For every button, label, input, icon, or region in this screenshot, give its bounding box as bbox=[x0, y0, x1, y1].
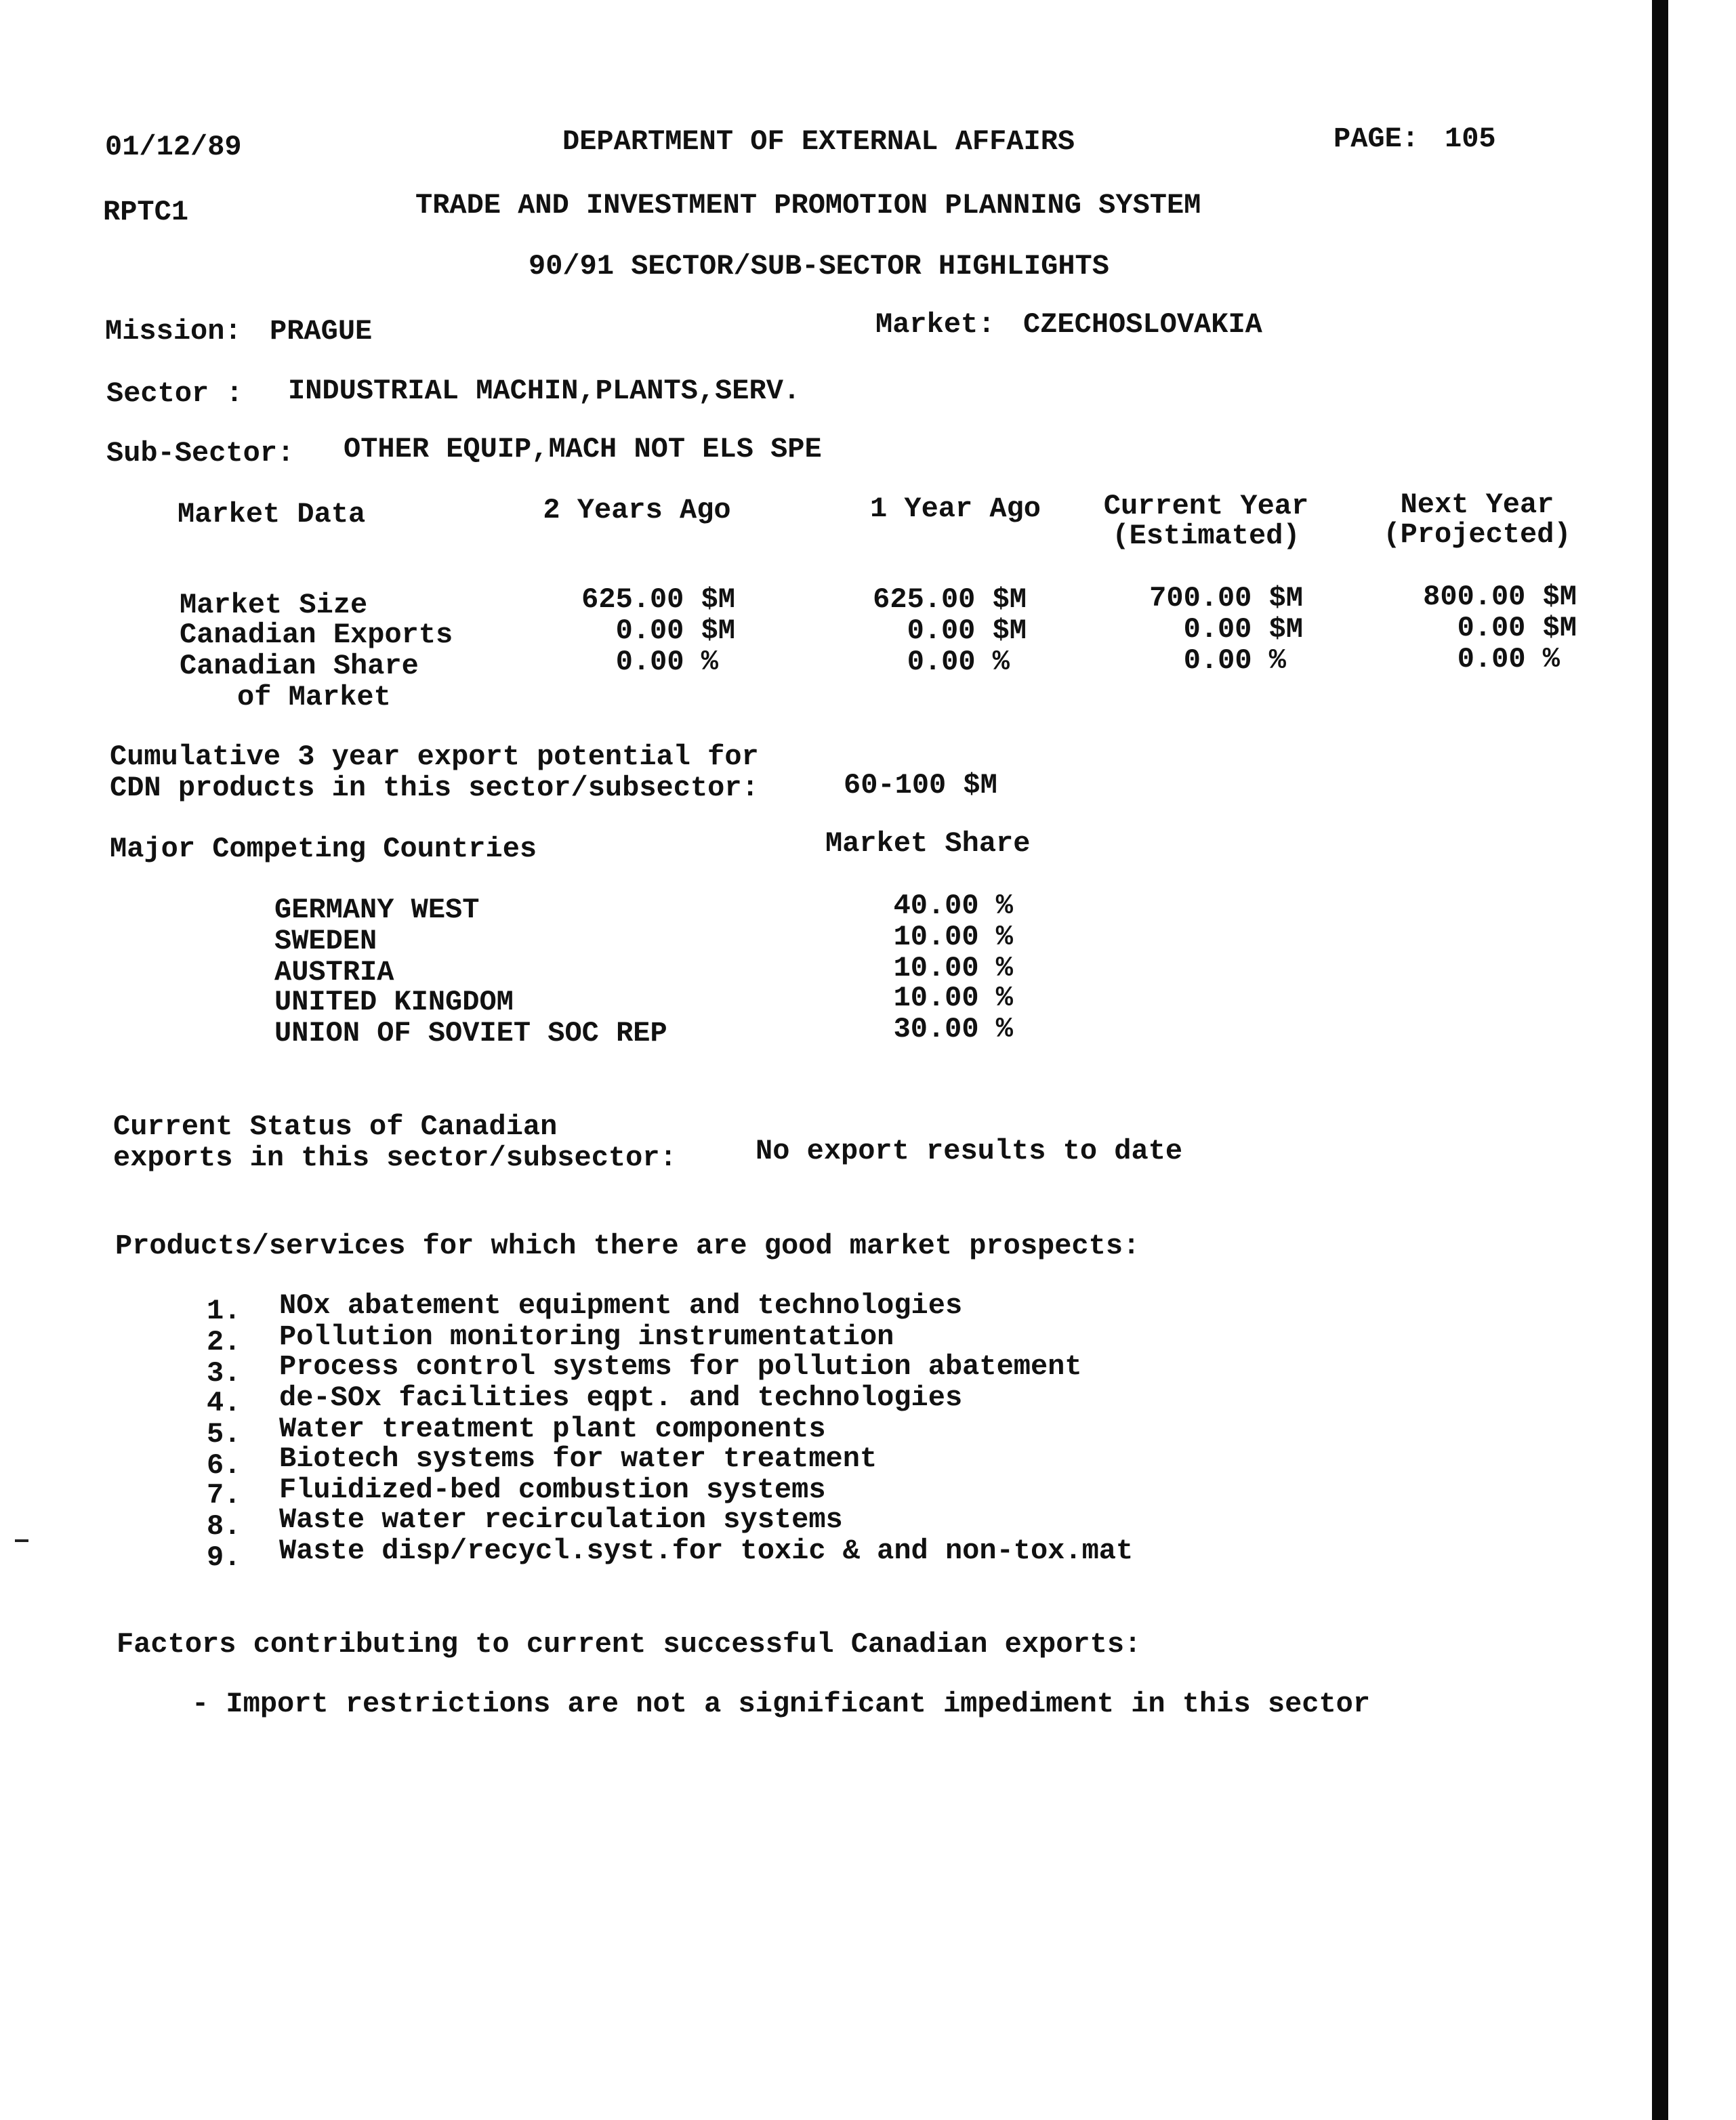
page-label: PAGE: bbox=[1334, 123, 1420, 155]
mission-label: Mission: bbox=[105, 315, 242, 348]
list-item: Waste water recirculation systems bbox=[279, 1503, 843, 1536]
column-header: 2 Years Ago bbox=[543, 494, 731, 526]
column-header: 1 Year Ago bbox=[869, 493, 1041, 525]
row-label-continued: of Market bbox=[237, 681, 391, 713]
scan-mark bbox=[15, 1539, 28, 1542]
potential-label: CDN products in this sector/subsector: bbox=[110, 772, 759, 804]
country-name: GERMANY WEST bbox=[274, 894, 480, 926]
list-item-number: 1. bbox=[207, 1295, 241, 1327]
factors-header: Factors contributing to current successful Canadian exports: bbox=[117, 1628, 1142, 1661]
list-item: Biotech systems for water treatment bbox=[279, 1442, 877, 1475]
market-share-header: Market Share bbox=[825, 827, 1031, 860]
column-subheader: (Estimated) bbox=[1112, 520, 1300, 552]
country-share: 30.00 % bbox=[893, 1013, 1013, 1045]
list-item-number: 3. bbox=[207, 1357, 241, 1390]
country-share: 40.00 % bbox=[893, 890, 1013, 922]
list-item: Fluidized-bed combustion systems bbox=[279, 1474, 826, 1506]
report-title: 90/91 SECTOR/SUB-SECTOR HIGHLIGHTS bbox=[529, 250, 1109, 283]
list-item: Process control systems for pollution abatement bbox=[279, 1350, 1082, 1383]
table-cell: 0.00 % bbox=[907, 646, 1010, 678]
list-item: Pollution monitoring instrumentation bbox=[279, 1321, 894, 1353]
list-item: Waste disp/recycl.syst.for toxic & and non-tox.mat bbox=[279, 1535, 1134, 1567]
mission-value: PRAGUE bbox=[270, 315, 373, 348]
list-item-number: 2. bbox=[207, 1326, 241, 1358]
potential-label: Cumulative 3 year export potential for bbox=[110, 741, 759, 773]
country-share: 10.00 % bbox=[893, 982, 1013, 1014]
status-label: exports in this sector/subsector: bbox=[113, 1142, 677, 1174]
market-label: Market: bbox=[875, 308, 995, 341]
list-item: de-SOx facilities eqpt. and technologies bbox=[279, 1381, 963, 1414]
list-item-number: 5. bbox=[207, 1418, 241, 1451]
report-code: RPTC1 bbox=[103, 196, 189, 228]
country-name: UNITED KINGDOM bbox=[274, 986, 514, 1018]
page-number: 105 bbox=[1445, 123, 1496, 155]
list-item-number: 7. bbox=[207, 1479, 241, 1512]
table-cell: 625.00 $M bbox=[581, 583, 735, 616]
department-title: DEPARTMENT OF EXTERNAL AFFAIRS bbox=[562, 125, 1075, 158]
country-name: UNION OF SOVIET SOC REP bbox=[274, 1017, 667, 1049]
sector-value: INDUSTRIAL MACHIN,PLANTS,SERV. bbox=[288, 375, 801, 407]
column-header: Current Year bbox=[1103, 490, 1309, 522]
list-item: - Import restrictions are not a significant impediment in this sector bbox=[192, 1688, 1371, 1720]
table-cell: 800.00 $M bbox=[1423, 581, 1577, 613]
country-name: AUSTRIA bbox=[274, 956, 394, 989]
table-cell: 0.00 % bbox=[615, 646, 718, 678]
potential-value: 60-100 $M bbox=[844, 769, 997, 802]
list-item-number: 9. bbox=[207, 1541, 241, 1574]
table-cell: 0.00 % bbox=[1457, 643, 1560, 676]
list-item-number: 6. bbox=[207, 1449, 241, 1482]
row-label: Canadian Exports bbox=[180, 619, 453, 651]
table-cell: 0.00 % bbox=[1183, 644, 1286, 677]
table-cell: 700.00 $M bbox=[1149, 582, 1303, 615]
report-date: 01/12/89 bbox=[105, 131, 242, 163]
market-value: CZECHOSLOVAKIA bbox=[1023, 308, 1262, 341]
list-item: NOx abatement equipment and technologies bbox=[279, 1289, 963, 1322]
table-cell: 625.00 $M bbox=[873, 583, 1027, 616]
row-label: Canadian Share bbox=[180, 650, 419, 682]
table-cell: 0.00 $M bbox=[1183, 613, 1303, 646]
table-cell: 0.00 $M bbox=[1457, 612, 1577, 644]
column-header: Next Year bbox=[1400, 489, 1554, 521]
table-cell: 0.00 $M bbox=[907, 615, 1027, 647]
subsector-label: Sub-Sector: bbox=[106, 437, 295, 470]
sector-label: Sector : bbox=[106, 377, 243, 410]
system-title: TRADE AND INVESTMENT PROMOTION PLANNING SYSTEM bbox=[415, 189, 1201, 222]
products-header: Products/services for which there are good market prospects: bbox=[115, 1230, 1140, 1262]
table-cell: 0.00 $M bbox=[615, 615, 735, 647]
subsector-value: OTHER EQUIP,MACH NOT ELS SPE bbox=[344, 433, 822, 465]
competitors-header: Major Competing Countries bbox=[110, 833, 537, 865]
list-item-number: 4. bbox=[207, 1387, 241, 1419]
row-label: Market Size bbox=[180, 589, 368, 621]
column-subheader: (Projected) bbox=[1383, 518, 1571, 551]
scan-edge bbox=[1652, 0, 1668, 2120]
status-value: No export results to date bbox=[756, 1135, 1183, 1167]
country-share: 10.00 % bbox=[893, 921, 1013, 953]
list-item-number: 8. bbox=[207, 1510, 241, 1543]
country-share: 10.00 % bbox=[893, 952, 1013, 984]
country-name: SWEDEN bbox=[274, 925, 377, 957]
status-label: Current Status of Canadian bbox=[113, 1110, 558, 1143]
list-item: Water treatment plant components bbox=[279, 1413, 826, 1445]
market-data-header: Market Data bbox=[178, 498, 366, 531]
